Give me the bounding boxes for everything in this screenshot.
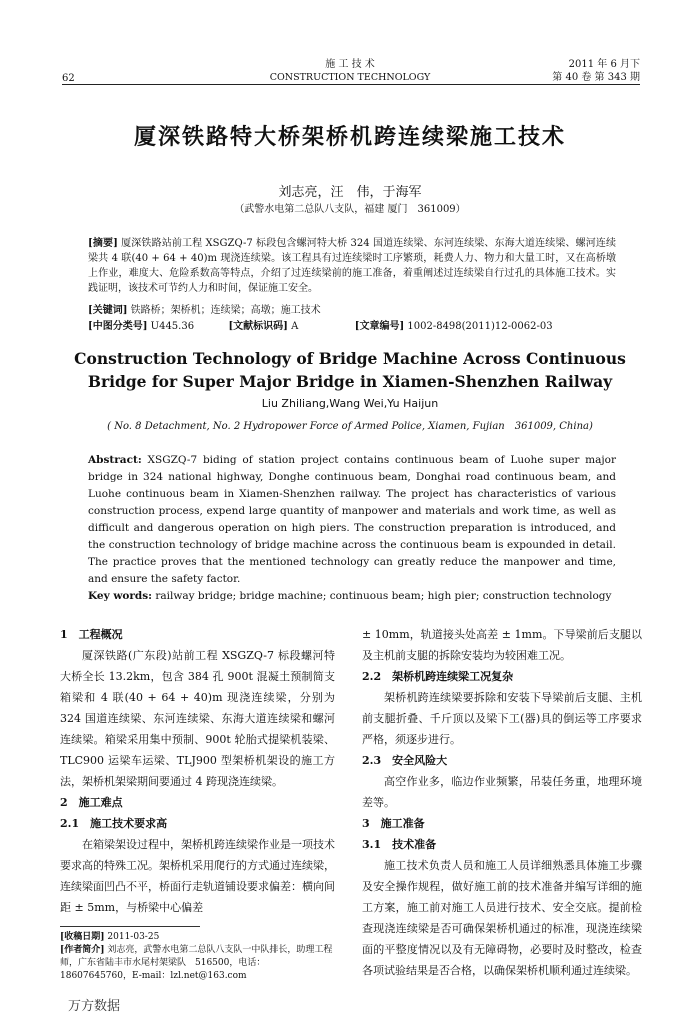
abstract-en: [88, 452, 616, 588]
journal-name-en: CONSTRUCTION TECHNOLOGY: [269, 72, 431, 83]
section-1-paragraph: 厦深铁路(广东段)站前工程 XSGZQ-7 标段螺河特大桥全长 13.2km，包含 384 孔 900t 混凝土预制简支箱梁和 4 联(40 + 64 + 40)m 现浇连续梁，分别为 324 国道连续梁、东河连续梁、东海大道连续梁和螺河连续梁。箱梁采用集中预制、900t 轮胎式提梁机装梁、TLC900 运梁车运梁、TLJ900 型架桥机架设的施工方法，架桥机架梁期间要通过 4 跨现浇连续梁。: [60, 649, 335, 788]
article-no-value: 1002-8498(2011)12-0062-03: [407, 321, 553, 332]
abstract-cn-label: [摘要]: [88, 238, 118, 249]
section-2-1-heading: 2.1 施工技术要求高: [60, 817, 168, 830]
keywords-cn-text: 铁路桥；架桥机；连续梁；高墩；施工技术: [130, 305, 321, 316]
article-no-label: [文章编号]: [354, 321, 405, 332]
section-2-1-paragraph: 在箱梁架设过程中，架桥机跨连续梁作业是一项技术要求高的特殊工况。架桥机采用爬行的方式通过连续梁，连续梁面凹凸不平，桥面行走轨道铺设要求偏差：横向间距 ± 5mm，与桥梁中心偏差: [60, 838, 335, 914]
keywords-en: [88, 588, 616, 605]
doc-code-value: A: [291, 321, 299, 332]
section-1-heading: 1 工程概况: [60, 628, 123, 641]
authors-cn: 刘志亮，汪 伟，于海军: [278, 185, 422, 200]
issue-date: 2011 年 6 月下: [568, 59, 640, 70]
abstract-cn: [88, 236, 616, 296]
section-3-1-heading: 3.1 技术准备: [362, 838, 437, 851]
body-right-column: [362, 624, 642, 981]
journal-name-cn: 施 工 技 术: [325, 59, 375, 70]
keywords-en-label: Key words:: [88, 590, 153, 602]
footnote: [60, 931, 335, 983]
section-2-3-heading: 2.3 安全风险大: [362, 754, 448, 767]
keywords-cn-label: [关键词]: [88, 305, 128, 316]
title-en-line2: Bridge for Super Major Bridge in Xiamen-Shenzhen Railway: [87, 372, 613, 391]
clc-value: U445.36: [150, 321, 195, 332]
doc-code-label: [文献标识码]: [228, 321, 288, 332]
abstract-cn-text: 厦深铁路站前工程 XSGZQ-7 标段包含螺河特大桥 324 国道连续梁、东河连续梁、东海大道连续梁、螺河连续梁共 4 联(40 + 64 + 40)m 现浇连续梁。该工程具有过连续梁时工序繁琐，耗费人力、物力和大量工时，又在高桥墩上作业，难度大、危险系数高等特点，介绍了过连续梁前的施工准备，着重阐述过连续梁自行过孔的具体施工技术。实践证明，该技术可节约人力和时间，保证施工安全。: [88, 238, 616, 294]
keywords-cn: [88, 303, 616, 318]
affiliation-cn: （武警水电第二总队八支队，福建 厦门 361009）: [234, 204, 466, 215]
abstract-en-text: XSGZQ-7 biding of station project contains continuous beam of Luohe super major bridge in 324 national highway, Donghe continuous beam, Donghai road continuous beam, and Luohe continuous beam in Xiamen-Shenzhen railway. The project has characteristics of various construction process, expend large quantity of manpower and materials and work time, as well as difficult and dangerous operation on high piers. The construction preparation is introduced, and the construction technology of bridge machine across the continuous beam is expounded in detail. The practice proves that the mentioned technology can greatly reduce the manpower and time, and ensure the safety factor.: [88, 454, 616, 585]
section-3-1-paragraph: 施工技术负责人员和施工人员详细熟悉具体施工步骤及安全操作规程，做好施工前的技术准备并编写详细的施工方案，施工前对施工人员进行技术、安全交底。提前检查现浇连续梁是否可确保架桥机通过的标准，现浇连续梁面的平整度情况以及有无障碍物，必要时及时整改，检查各项试验结果是否合格，以确保架桥机顺利通过连续梁。: [362, 859, 642, 977]
section-3-heading: 3 施工准备: [362, 817, 425, 830]
footnote-rule: [60, 926, 200, 927]
author-bio: 刘志亮，武警水电第二总队八支队一中队排长，助理工程师，广东省陆丰市水尾村架梁队 516500，电话：18607645760，E-mail：lzl.net@163.com: [60, 945, 333, 981]
volume-issue: 第 40 卷 第 343 期: [552, 72, 640, 83]
title-en: [60, 347, 640, 393]
classification-line: [88, 319, 616, 334]
section-2-1-continued: ± 10mm，轨道接头处高差 ± 1mm。下导梁前后支腿以及主机前支腿的拆除安装均为较困难工况。: [362, 628, 642, 662]
section-2-heading: 2 施工难点: [60, 796, 123, 809]
wanfang-watermark: 万方数据: [68, 999, 121, 1014]
header-rule: [62, 84, 640, 85]
title-en-line1: Construction Technology of Bridge Machine Across Continuous: [74, 349, 626, 368]
bio-label: [作者简介]: [60, 945, 105, 955]
section-2-2-heading: 2.2 架桥机跨连续梁工况复杂: [362, 670, 514, 683]
clc-label: [中图分类号]: [88, 321, 148, 332]
received-date: 2011-03-25: [107, 932, 160, 942]
section-2-2-paragraph: 架桥机跨连续梁要拆除和安装下导梁前后支腿、主机前支腿折叠、千斤顶以及梁下工(器)具的倒运等工序要求严格，须逐步进行。: [362, 691, 642, 746]
keywords-en-text: railway bridge; bridge machine; continuous beam; high pier; construction technology: [155, 590, 612, 602]
page-number: 62: [62, 73, 75, 84]
authors-en: Liu Zhiliang,Wang Wei,Yu Haijun: [261, 397, 439, 410]
section-2-3-paragraph: 高空作业多，临边作业频繁，吊装任务重，地理环境差等。: [362, 775, 642, 809]
affiliation-en: ( No. 8 Detachment, No. 2 Hydropower Force of Armed Police, Xiamen, Fujian 361009, China): [107, 421, 593, 432]
body-left-column: [60, 624, 335, 918]
title-cn: 厦深铁路特大桥架桥机跨连续梁施工技术: [133, 124, 566, 150]
received-label: [收稿日期]: [60, 932, 105, 942]
abstract-en-label: Abstract:: [88, 454, 142, 466]
